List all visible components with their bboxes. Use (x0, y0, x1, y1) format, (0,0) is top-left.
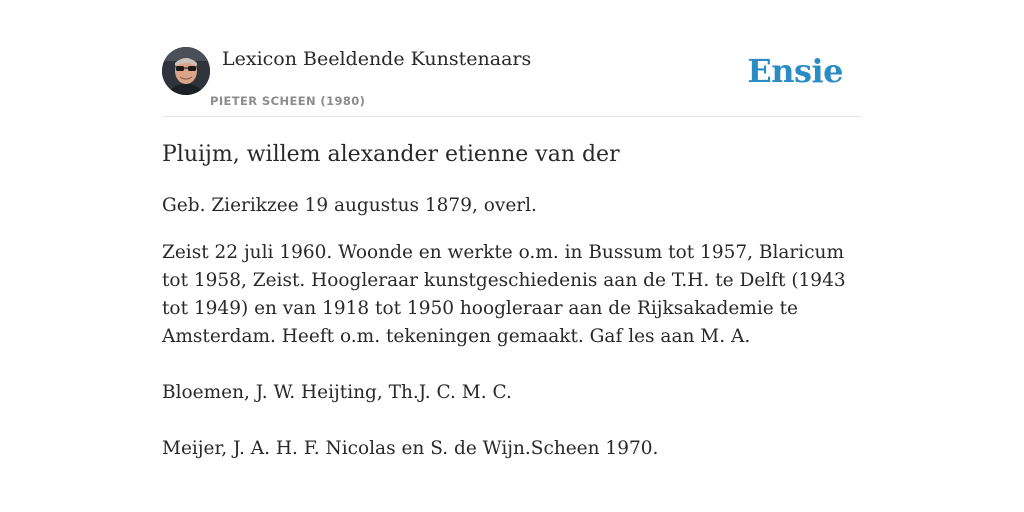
entry-paragraph: Zeist 22 juli 1960. Woonde en werkte o.m. in Bussum tot 1957, Blaricum tot 1958, Zeist. Hoogleraar kunstgeschiedenis aan de T.H. te Delft (1943 tot 1949) en van 1918 tot 1950 hoogleraar aan de Rijksakademie te Amsterdam. Heeft o.m. tekeningen gemaakt. Gaf les aan M. A. (162, 242, 846, 347)
entry-title: Pluijm, willem alexander etienne van der (162, 142, 620, 167)
book-title[interactable]: Lexicon Beeldende Kunstenaars (222, 48, 532, 70)
author-avatar[interactable] (162, 47, 210, 95)
header (162, 46, 862, 117)
author-name[interactable]: PIETER SCHEEN (1980) (210, 94, 366, 108)
entry-paragraph: Geb. Zierikzee 19 augustus 1879, overl. (162, 195, 537, 216)
ensie-logo[interactable]: Ensie (747, 52, 843, 90)
portrait-image (162, 47, 210, 95)
entry-paragraph: Meijer, J. A. H. F. Nicolas en S. de Wijn.Scheen 1970. (162, 438, 659, 459)
entry-paragraph: Bloemen, J. W. Heijting, Th.J. C. M. C. (162, 382, 512, 403)
entry-content (162, 140, 862, 463)
